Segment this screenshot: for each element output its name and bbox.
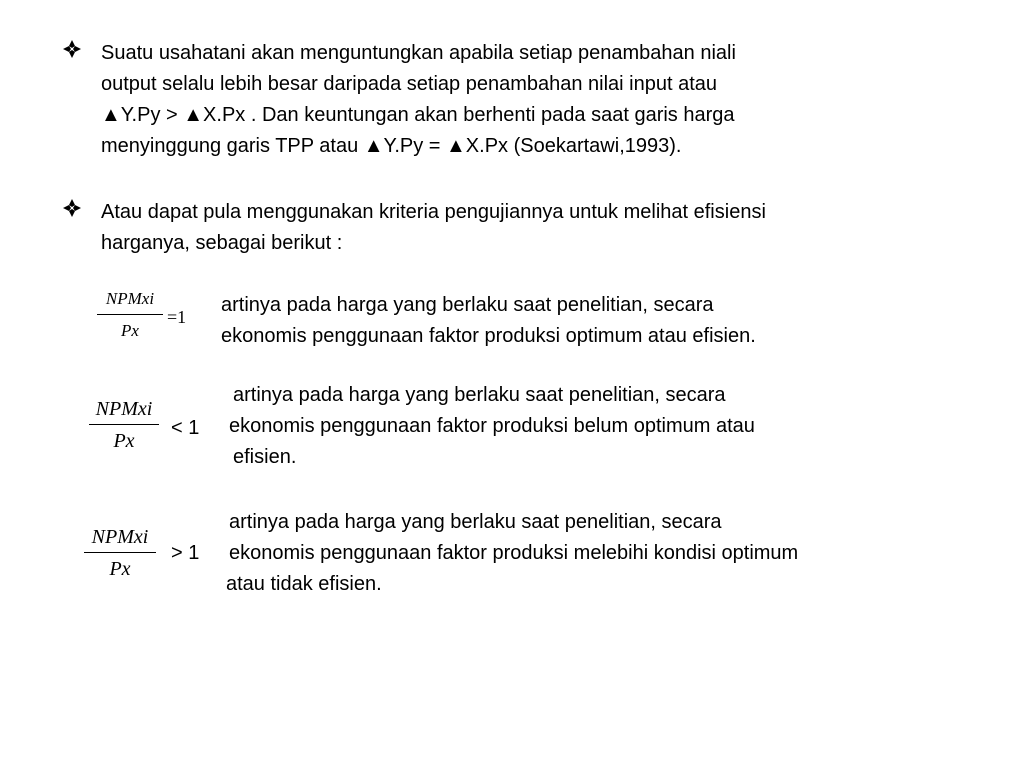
text-line: atau tidak efisien. xyxy=(226,573,382,595)
text-line: ekonomis penggunaan faktor produksi optimum atau efisien. xyxy=(221,325,756,347)
text-line: artinya pada harga yang berlaku saat penelitian, secara xyxy=(221,294,714,316)
fraction-npmxi-px-3 xyxy=(84,525,156,581)
text-line: Atau dapat pula menggunakan kriteria pengujiannya untuk melihat efisiensi xyxy=(101,201,766,223)
text-line: Suatu usahatani akan menguntungkan apabila setiap penambahan niali xyxy=(101,42,736,64)
relation-less-than-one: < 1 xyxy=(171,417,200,439)
criterion-description-1 xyxy=(221,290,756,352)
fraction-bar xyxy=(97,314,163,315)
criterion-description-3 xyxy=(226,507,798,600)
bullet-text-1 xyxy=(101,38,736,162)
relation-greater-than-one: > 1 xyxy=(171,542,200,564)
fraction-npmxi-px-1 xyxy=(97,287,163,343)
text-line: efisien. xyxy=(233,446,297,468)
fraction-denominator: Px xyxy=(109,558,131,580)
fraction-numerator: NPMxi xyxy=(105,289,155,308)
relation-equal-one: =1 xyxy=(167,307,187,327)
text-line: artinya pada harga yang berlaku saat penelitian, secara xyxy=(233,384,726,406)
fraction-bar xyxy=(89,424,159,425)
diamond-bullet-icon xyxy=(62,198,82,218)
text-line: harganya, sebagai berikut : xyxy=(101,232,343,254)
fraction-bar xyxy=(84,552,156,553)
fraction-numerator: NPMxi xyxy=(95,398,153,420)
fraction-denominator: Px xyxy=(121,321,139,340)
criterion-description-2 xyxy=(229,380,755,473)
text-line: output selalu lebih besar daripada setiap penambahan nilai input atau xyxy=(101,73,718,95)
diamond-bullet-icon xyxy=(62,39,82,59)
bullet-paragraph-1 xyxy=(62,38,736,162)
fraction-denominator: Px xyxy=(113,430,135,452)
fraction-npmxi-px-2 xyxy=(89,397,159,453)
text-line: ekonomis penggunaan faktor produksi melebihi kondisi optimum xyxy=(229,542,799,564)
bullet-text-2 xyxy=(101,197,766,259)
fraction-numerator: NPMxi xyxy=(91,526,149,548)
text-line: ▲Y.Py > ▲X.Px . Dan keuntungan akan berhenti pada saat garis harga xyxy=(101,104,735,126)
bullet-paragraph-2 xyxy=(62,197,766,259)
text-line: ekonomis penggunaan faktor produksi belum optimum atau xyxy=(229,415,755,437)
text-line: artinya pada harga yang berlaku saat penelitian, secara xyxy=(229,511,722,533)
text-line: menyinggung garis TPP atau ▲Y.Py = ▲X.Px (Soekartawi,1993). xyxy=(101,135,682,157)
